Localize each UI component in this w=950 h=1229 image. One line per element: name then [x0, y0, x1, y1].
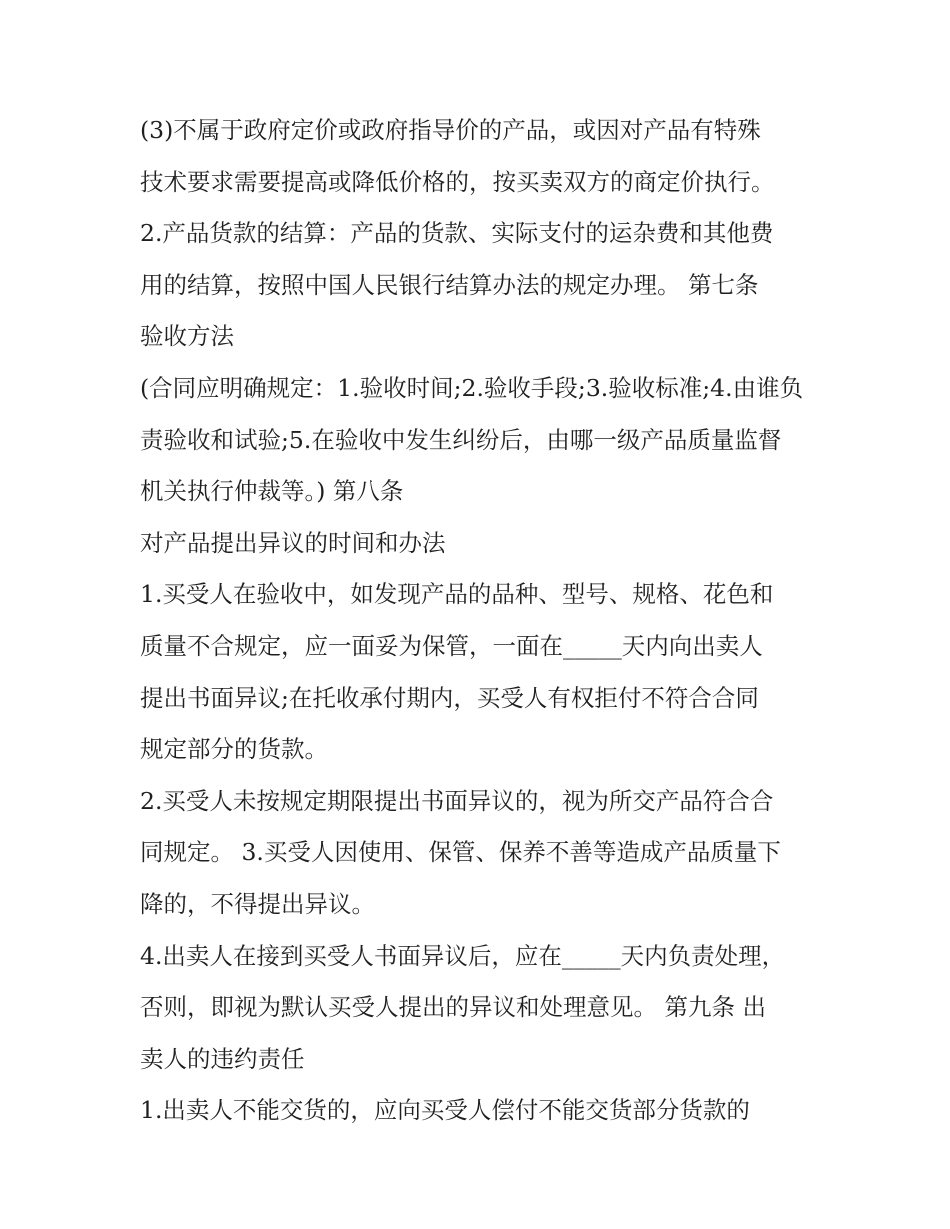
- text-line: 机关执行仲裁等。) 第八条: [140, 477, 404, 506]
- text-line: 用的结算，按照中国人民银行结算办法的规定办理。 第七条: [140, 270, 759, 299]
- section-heading: 卖人的违约责任: [140, 1044, 305, 1073]
- text-line: 2.产品货款的结算：产品的货款、实际支付的运杂费和其他费: [140, 219, 774, 248]
- text-line: 同规定。 3.买受人因使用、保管、保养不善等造成产品质量下: [140, 838, 781, 867]
- text-line: 技术要求需要提高或降低价格的，按买卖双方的商定价执行。: [140, 167, 775, 196]
- section-heading: 对产品提出异议的时间和办法: [140, 528, 446, 557]
- text-line: 1.出卖人不能交货的，应向买受人偿付不能交货部分货款的: [140, 1096, 750, 1125]
- text-line: (3)不属于政府定价或政府指导价的产品，或因对产品有特殊: [140, 116, 761, 144]
- text-line: 提出书面异议;在托收承付期内，买受人有权拒付不符合合同: [140, 683, 759, 712]
- document-body: [140, 105, 820, 1137]
- section-heading: 验收方法: [140, 322, 234, 351]
- text-line: 规定部分的货款。: [140, 735, 328, 764]
- text-line: (合同应明确规定：1.验收时间;2.验收手段;3.验收标准;4.由谁负: [140, 373, 804, 402]
- text-line: 降的，不得提出异议。: [140, 889, 375, 918]
- text-line: 责验收和试验;5.在验收中发生纠纷后，由哪一级产品质量监督: [140, 425, 782, 454]
- text-line: 4.出卖人在接到买受人书面异议后，应在_____天内负责处理，: [140, 941, 786, 970]
- text-line: 质量不合规定，应一面妥为保管，一面在_____天内向出卖人: [140, 631, 763, 660]
- text-line: 1.买受人在验收中，如发现产品的品种、型号、规格、花色和: [140, 580, 774, 609]
- text-line: 否则，即视为默认买受人提出的异议和处理意见。 第九条 出: [140, 993, 766, 1022]
- text-line: 2.买受人未按规定期限提出书面异议的，视为所交产品符合合: [140, 786, 774, 815]
